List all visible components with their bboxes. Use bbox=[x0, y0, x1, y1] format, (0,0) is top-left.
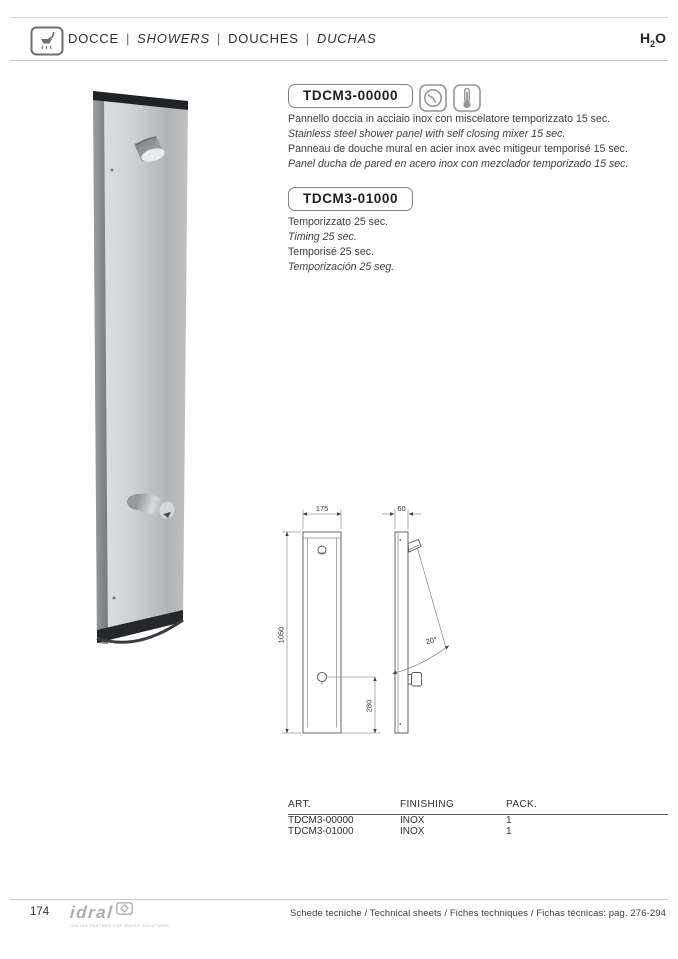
desc-line-es: Panel ducha de pared en acero inox con mezclador temporizado 15 sec. bbox=[288, 158, 629, 170]
title-french: DOUCHES bbox=[228, 31, 299, 46]
desc-line-en: Stainless steel shower panel with self closing mixer 15 sec. bbox=[288, 128, 566, 140]
product-code-box: TDCM3-00000 bbox=[288, 84, 413, 108]
product-1-header bbox=[288, 84, 481, 112]
page-number: 174 bbox=[30, 906, 50, 918]
top-rule bbox=[10, 17, 668, 18]
brand-badge-icon bbox=[116, 902, 133, 920]
table-row bbox=[288, 815, 668, 826]
title-spanish: DUCHAS bbox=[316, 31, 377, 46]
cell-art: TDCM3-01000 bbox=[288, 826, 354, 837]
dim-head-angle: 20° bbox=[424, 634, 438, 647]
footer-rule bbox=[10, 899, 668, 900]
title-separator: | bbox=[216, 31, 222, 46]
product-2-description bbox=[288, 215, 658, 275]
title-separator: | bbox=[125, 31, 131, 46]
col-header-art: ART. bbox=[288, 799, 312, 810]
shower-category-icon bbox=[30, 26, 64, 56]
cell-pack: 1 bbox=[506, 826, 512, 837]
header-rule bbox=[10, 60, 668, 61]
front-view-outline bbox=[303, 532, 341, 733]
col-header-pack: PACK. bbox=[506, 799, 538, 810]
front-mixer bbox=[317, 672, 326, 681]
desc-line-it: Temporizzato 25 sec. bbox=[288, 216, 389, 228]
desc-line-it: Pannello doccia in acciaio inox con miscelatore temporizzato 15 sec. bbox=[288, 113, 611, 125]
title-italian: DOCCE bbox=[68, 31, 119, 46]
product-code-box: TDCM3-01000 bbox=[288, 187, 413, 211]
product-1-description bbox=[288, 112, 658, 172]
title-english: SHOWERS bbox=[137, 31, 210, 46]
desc-line-en: Timing 25 sec. bbox=[288, 231, 357, 243]
dim-total-height: 1050 bbox=[276, 626, 286, 644]
dim-mixer-height: 280 bbox=[364, 699, 374, 713]
desc-line-fr: Panneau de douche mural en acier inox avec mitigeur temporisé 15 sec. bbox=[288, 143, 628, 155]
dim-front-width: 175 bbox=[315, 504, 329, 513]
side-shower-head bbox=[408, 540, 421, 553]
product-2-header bbox=[288, 187, 413, 211]
shower-panel-photo bbox=[50, 78, 270, 663]
timer-icon bbox=[419, 84, 447, 112]
side-mixer-knob bbox=[412, 673, 422, 687]
table-row bbox=[288, 826, 668, 837]
h2o-mark: $H_2O$ bbox=[639, 30, 666, 49]
thermometer-icon bbox=[453, 84, 481, 112]
dim-side-width: 60 bbox=[397, 504, 406, 513]
brand-tagline: ITALIAN PARTNER FOR WATER SOLUTIONS bbox=[70, 923, 170, 928]
desc-line-es: Temporización 25 seg. bbox=[288, 261, 395, 273]
desc-line-fr: Temporisé 25 sec. bbox=[288, 246, 374, 258]
brand-wordmark: idral bbox=[69, 903, 115, 922]
col-header-finishing: FINISHING bbox=[400, 799, 455, 810]
title-separator: | bbox=[305, 31, 310, 46]
side-view-outline bbox=[395, 532, 408, 733]
technical-sheets-note: Schede tecniche / Technical sheets / Fiches techniques / Fichas técnicas: pag. 276-294 bbox=[290, 908, 666, 919]
article-table bbox=[288, 799, 668, 837]
cell-pack: 1 bbox=[506, 815, 512, 826]
cell-art: TDCM3-00000 bbox=[288, 815, 354, 826]
cell-finishing: INOX bbox=[400, 815, 425, 826]
cell-finishing: INOX bbox=[400, 826, 425, 837]
table-header-row bbox=[288, 799, 668, 815]
technical-drawing bbox=[268, 498, 478, 743]
page-title bbox=[68, 31, 377, 46]
brand-logo bbox=[70, 902, 180, 928]
